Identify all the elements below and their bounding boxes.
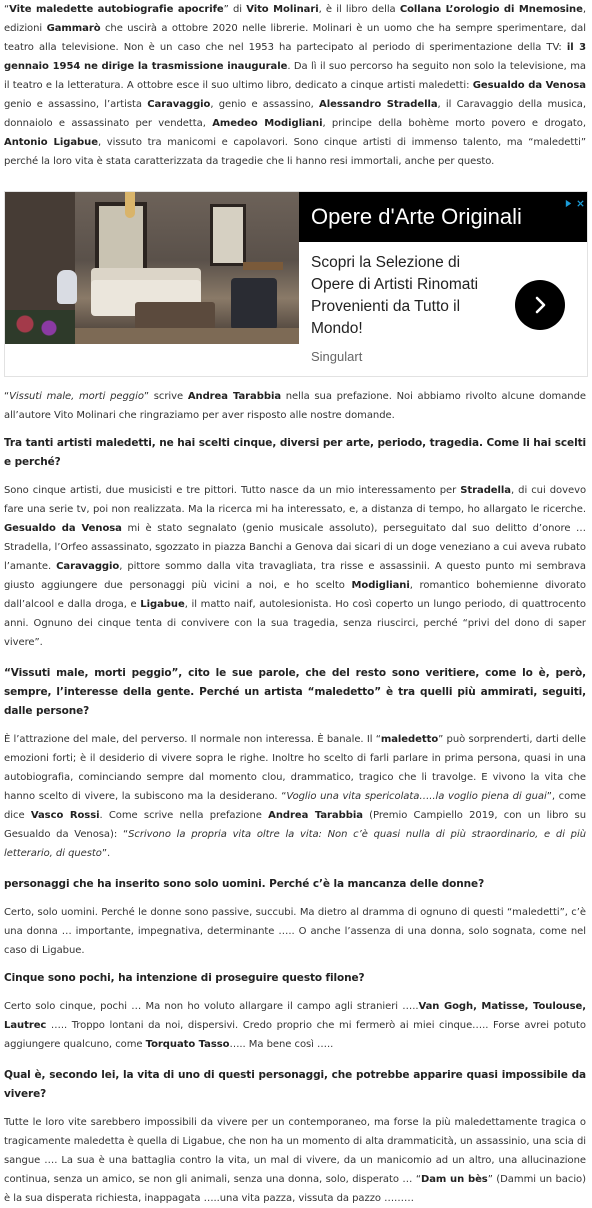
author-link: Vito Molinari: [246, 4, 319, 15]
answer-5: Tutte le loro vite sarebbero impossibili da vivere per un contemporaneo, ma forse la più maledettamente tragica o tragicamente maledetta è quella di Ligabue, che non ha un momento di alta drammaticità, un assassinio, una scia di sangue …. La sua è una battaglia contro la vita, un mal di vivere, da un manicomio ad un altro, una allucinazione continua, senza un amico, se non gli animali, senza una donna, solo, disperato … “Dam un bès” (Dammi un bacio) è la sua disperata richiesta, inappagata …..una vita pazza, vissuta da pazzo ………: [4, 1117, 586, 1204]
publisher-name: Gammarò: [46, 23, 101, 34]
tv-date: il 3 gennaio 1954 ne dirige la trasmissione inaugurale: [4, 42, 586, 72]
answer-4: Certo solo cinque, pochi … Ma non ho voluto allargare il campo agli stranieri …..Van Gogh, Matisse, Toulouse, Lautrec ….. Troppo lontani da noi, dispersivi. Credo proprio che mi fermerò ai miei cinque….. Forse avrei potuto aggiungere qualcuno, come Torquato Tasso….. Ma bene così …..: [4, 1001, 586, 1050]
advertisement[interactable]: [4, 191, 588, 377]
ad-choices[interactable]: [564, 193, 585, 212]
ad-interior-image[interactable]: [5, 192, 299, 344]
adchoices-icon[interactable]: [564, 193, 573, 212]
preface-paragraph: “Vissuti male, morti peggio” scrive Andrea Tarabbia nella sua prefazione. Noi abbiamo rivolto alcune domande all’autore Vito Molinari che ringraziamo per aver risposto alle nostre domande.: [4, 391, 586, 421]
question-5: Qual è, secondo lei, la vita di uno di questi personaggi, che potrebbe apparire quasi impossibile da vivere?: [4, 1069, 586, 1100]
collana-name: Collana L’orologio di Mnemosine: [399, 4, 583, 15]
intro-paragraph: “Vite maledette autobiografie apocrife” di Vito Molinari, è il libro della Collana L’orologio di Mnemosine, edizioni Gammarò che uscirà a ottobre 2020 nelle librerie. Molinari è un uomo che ha sempre sperimentare, dal teatro alla televisione. Non è un caso che nel 1953 ha partecipato al periodo di sperimentazione della TV: il 3 gennaio 1954 ne dirige la trasmissione inaugurale. Da lì il suo percorso ha seguito non solo la televisione, ma il teatro e la letteratura. A ottobre esce il suo ultimo libro, dedicato a cinque artisti maledetti: Gesualdo da Venosa genio e assassino, l’artista Caravaggio, genio e assassino, Alessandro Stradella, il Caravaggio della musica, donnaiolo e assassinato per vendetta, Amedeo Modigliani, principe della bohème morto povero e drogato, Antonio Ligabue, vissuto tra manicomi e capolavori. Sono cinque artisti di immenso talento, ma “maledetti” perché la loro vita è stata caratterizzata da tragedie che li hanno resi immortali, anche per questo.: [4, 4, 587, 167]
answer-1: Sono cinque artisti, due musicisti e tre pittori. Tutto nasce da un mio interessamento per Stradella, di cui dovevo fare una serie tv, poi non realizzata. Ma la ricerca mi ha interessato, e, a distanza di tempo, ho allargato le ricerche. Gesualdo da Venosa mi è stato segnalato (genio musicale assoluto), perseguitato dal suo delitto d’onore … Stradella, l’Orfeo assassinato, sgozzato in piazza Banchi a Genova dai sicari di un doge veneziano a cui aveva rubato l’amante. Caravaggio, pittore sommo dalla vita travagliata, tra risse e assassinii. A questo punto mi sembrava giusto aggiungere due personaggi più vicini a noi, e ho scelto Modigliani, romantico bohemienne divorato dall’alcool e dalla droga, e Ligabue, il matto naif, autolesionista. Ho così coperto un lungo periodo, di quattrocento anni. Ognuno dei cinque tenta di convivere con la sua tragedia, senza riuscirci, perché “privi del dono di saper vivere”.: [4, 485, 587, 648]
question-4: Cinque sono pochi, ha intenzione di proseguire questo filone?: [4, 972, 365, 984]
ad-headline[interactable]: Opere d'Arte Originali: [299, 192, 587, 242]
ad-brand[interactable]: Singulart: [311, 349, 363, 364]
answer-2: È l’attrazione del male, del perverso. Il normale non interessa. È banale. Il “maledetto” può sorprenderti, darti delle emozioni forti; è il desiderio di vivere sopra le righe. Inoltre ho scelto di farli parlare in prima persona, quasi in una autobiografia, cominciando sempre dal momento clou, drammatico, tragico che li travolge. E vivono la vita che hanno scelto di vivere, la subiscono ma la desiderano. “Voglio una vita spericolata…..la voglio piena di guai”, come dice Vasco Rossi. Come scrive nella prefazione Andrea Tarabbia (Premio Campiello 2019, con un libro su Gesualdo da Venosa): “Scrivono la propria vita oltre la vita: Non c’è quasi nulla di più straordinario, e di più letterario, di questo”.: [4, 734, 586, 859]
question-3: personaggi che ha inserito sono solo uomini. Perché c’è la mancanza delle donne?: [4, 878, 485, 890]
question-1: Tra tanti artisti maledetti, ne hai scelti cinque, diversi per arte, periodo, tragedia. Come li hai scelti e perché?: [4, 437, 586, 468]
answer-3: Certo, solo uomini. Perché le donne sono passive, succubi. Ma dietro al dramma di ognuno di questi “maledetti”, c’è una donna … importante, impegnativa, determinante ….. O anche l’assenza di una donna, solo sognata, come nel caso di Ligabue.: [4, 907, 586, 956]
question-2: “Vissuti male, morti peggio”, cito le sue parole, che del resto sono veritiere, come lo è, però, sempre, l’interesse della gente. Perché un artista “maledetto” è tra quelli più ammirati, seguiti, dalle persone?: [4, 667, 586, 717]
chevron-right-icon[interactable]: [515, 280, 565, 330]
book-title: Vite maledette autobiografie apocrife: [9, 4, 224, 15]
close-icon[interactable]: [576, 193, 585, 212]
ad-description[interactable]: Scopri la Selezione di Opere di Artisti Rinomati Provenienti da Tutto il Mondo!: [311, 254, 479, 337]
